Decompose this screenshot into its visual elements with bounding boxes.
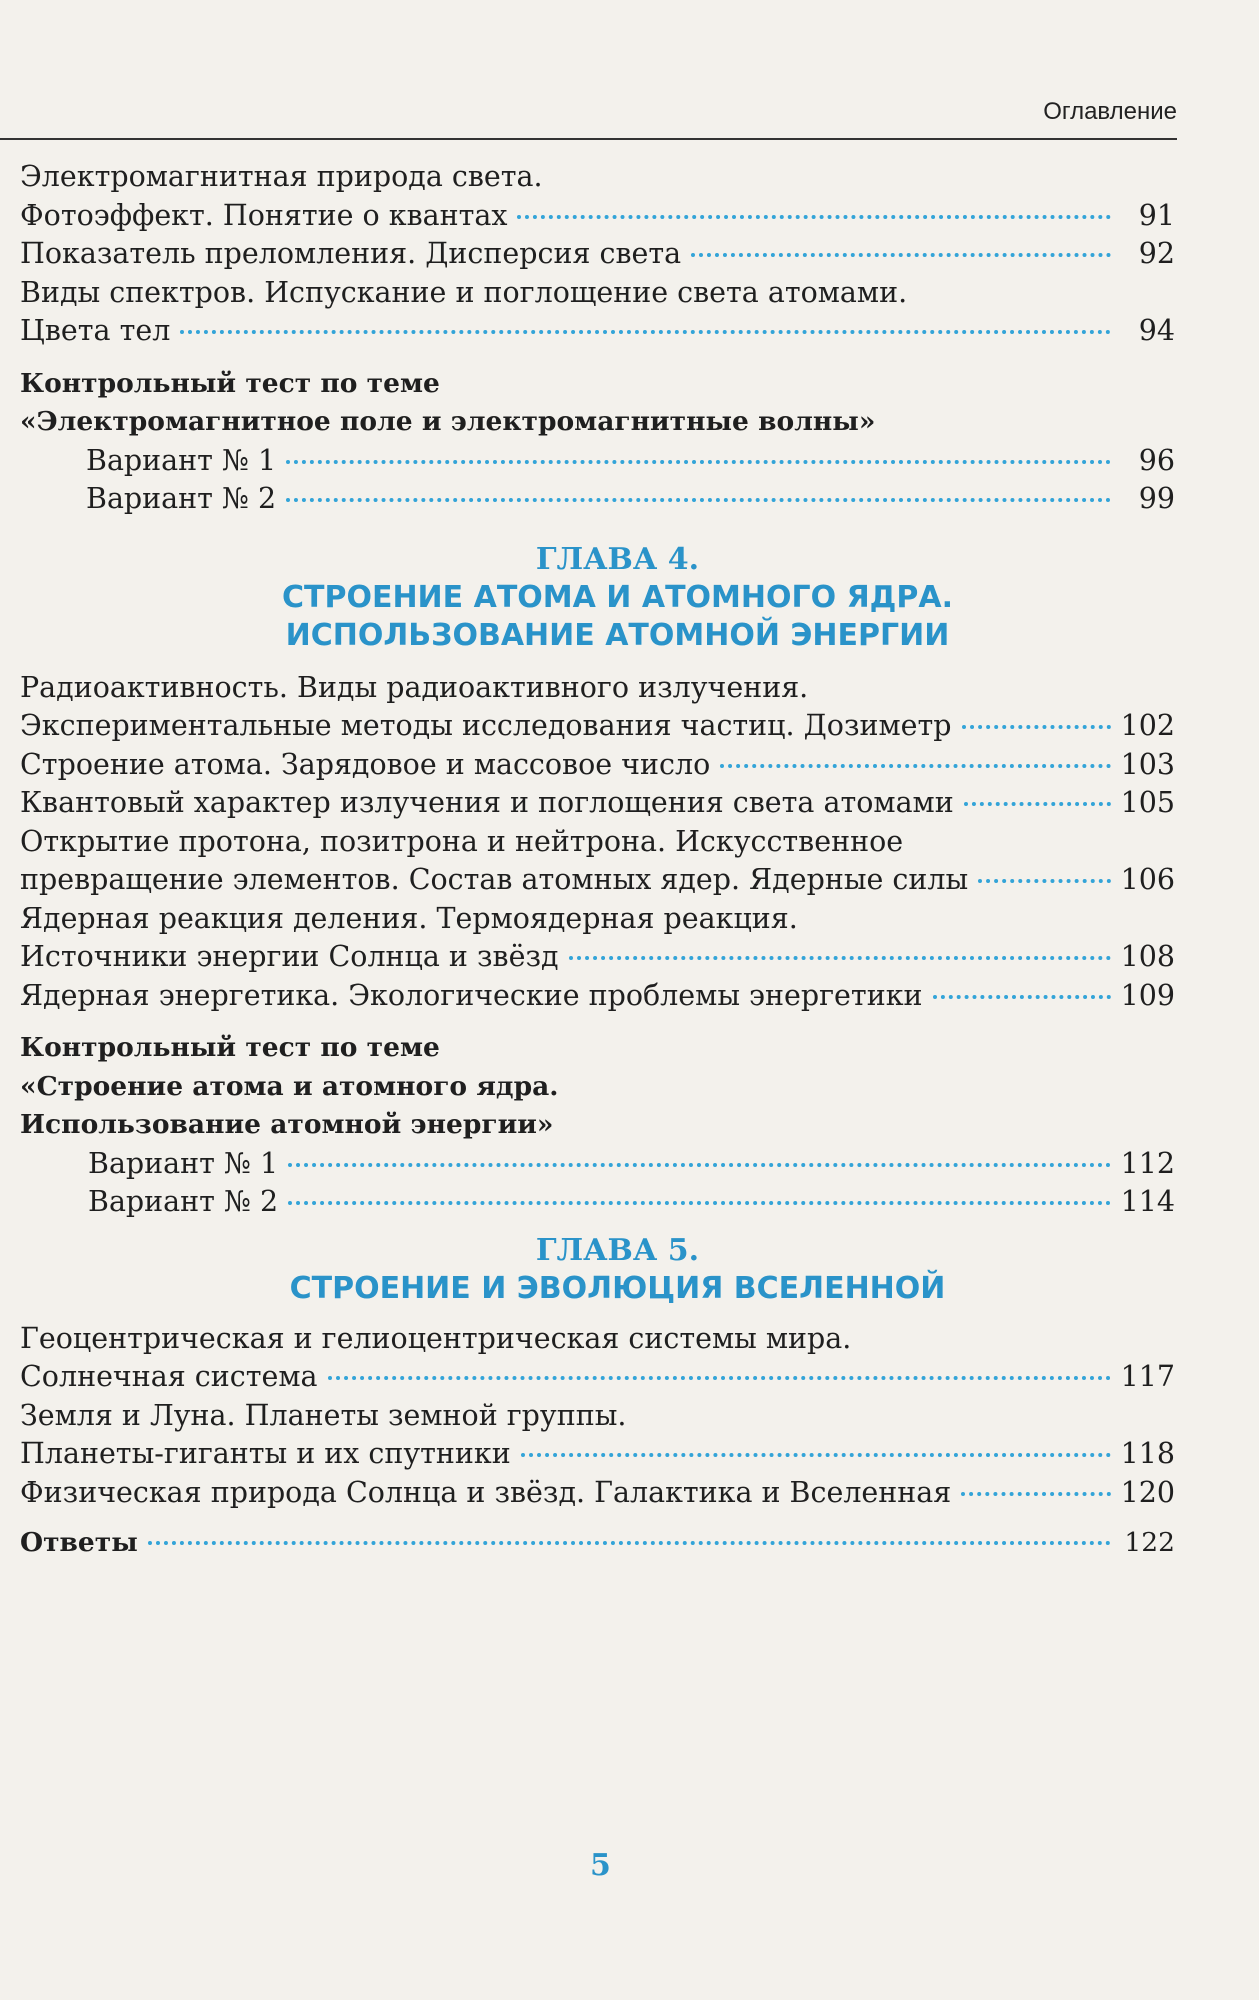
toc-entry[interactable]: Экспериментальные методы исследования частиц. Дозиметр 102 <box>20 707 1175 746</box>
leader-dots <box>962 724 1111 729</box>
toc-entry[interactable]: Электромагнитная природа света. <box>20 160 543 193</box>
toc-entry[interactable]: Солнечная система 117 <box>20 1358 1175 1397</box>
page-ref: 96 <box>1138 443 1175 477</box>
toc-entry[interactable]: Планеты-гиганты и их спутники 118 <box>20 1435 1175 1474</box>
leader-dots <box>933 994 1111 999</box>
chapter-heading <box>60 1232 1175 1308</box>
toc-entry[interactable]: Радиоактивность. Виды радиоактивного излучения. <box>20 670 809 704</box>
page-ref: 106 <box>1120 863 1175 896</box>
page-ref: 120 <box>1120 1475 1175 1509</box>
leader-dots <box>286 459 1111 464</box>
page-ref: 112 <box>1120 1146 1175 1180</box>
toc-entry-variant[interactable]: Вариант № 2 99 <box>20 480 1175 519</box>
toc-entry[interactable]: Физическая природа Солнца и звёзд. Галактика и Вселенная 120 <box>20 1474 1175 1513</box>
running-header: Оглавление <box>1043 98 1177 125</box>
page-ref: 94 <box>1138 314 1175 347</box>
chapter-label: ГЛАВА 4. <box>535 541 700 577</box>
leader-dots <box>569 955 1111 960</box>
page-ref: 108 <box>1120 940 1175 973</box>
chapter-heading <box>60 541 1175 655</box>
page-ref: 103 <box>1120 747 1175 781</box>
test-heading: «Строение атома и атомного ядра. <box>20 1070 559 1102</box>
page-ref: 109 <box>1120 978 1175 1012</box>
page-ref: 92 <box>1138 237 1175 270</box>
leader-dots <box>517 214 1111 219</box>
chapter-title: ИСПОЛЬЗОВАНИЕ АТОМНОЙ ЭНЕРГИИ <box>285 617 950 653</box>
leader-dots <box>148 1540 1111 1545</box>
toc-entry[interactable]: Цвета тел 94 <box>20 312 1175 351</box>
page-ref: 99 <box>1138 482 1175 515</box>
test-heading: Контрольный тест по теме <box>20 1032 440 1063</box>
toc-entry[interactable]: Квантовый характер излучения и поглощения света атомами 105 <box>20 784 1175 823</box>
table-of-contents <box>20 158 1175 1563</box>
toc-entry[interactable]: Источники энергии Солнца и звёзд 108 <box>20 938 1175 977</box>
test-heading: «Электромагнитное поле и электромагнитные волны» <box>20 406 876 437</box>
page-ref: 117 <box>1120 1360 1175 1393</box>
toc-entry[interactable]: Открытие протона, позитрона и нейтрона. Искусственное <box>20 824 904 858</box>
leader-dots <box>978 878 1110 883</box>
page-number: 5 <box>590 1848 611 1883</box>
leader-dots <box>691 252 1111 257</box>
page-ref: 91 <box>1138 198 1175 232</box>
leader-dots <box>720 763 1110 768</box>
page-ref: 118 <box>1120 1437 1175 1470</box>
toc-entry-answers[interactable]: Ответы 122 <box>20 1524 1175 1563</box>
test-heading: Контрольный тест по теме <box>20 367 440 399</box>
leader-dots <box>964 801 1111 806</box>
toc-entry-variant[interactable]: Вариант № 1 112 <box>20 1145 1175 1184</box>
leader-dots <box>180 329 1111 334</box>
leader-dots <box>961 1491 1110 1496</box>
toc-entry[interactable]: Строение атома. Зарядовое и массовое число 103 <box>20 746 1175 785</box>
chapter-title: СТРОЕНИЕ АТОМА И АТОМНОГО ЯДРА. <box>281 579 953 615</box>
test-heading: Использование атомной энергии» <box>20 1109 554 1140</box>
page-ref: 122 <box>1124 1527 1175 1558</box>
leader-dots <box>521 1452 1111 1457</box>
toc-entry[interactable]: Показатель преломления. Дисперсия света 92 <box>20 235 1175 274</box>
page-ref: 102 <box>1120 709 1175 742</box>
chapter-title: СТРОЕНИЕ И ЭВОЛЮЦИЯ ВСЕЛЕННОЙ <box>289 1270 946 1306</box>
toc-entry[interactable]: Виды спектров. Испускание и поглощение света атомами. <box>20 275 908 309</box>
leader-dots <box>286 497 1111 502</box>
toc-entry[interactable]: Земля и Луна. Планеты земной группы. <box>20 1398 627 1432</box>
toc-entry-variant[interactable]: Вариант № 1 96 <box>20 442 1175 481</box>
leader-dots <box>288 1162 1110 1167</box>
leader-dots <box>328 1375 1111 1380</box>
page-ref: 114 <box>1120 1185 1175 1218</box>
toc-entry[interactable]: Ядерная энергетика. Экологические проблемы энергетики 109 <box>20 977 1175 1016</box>
chapter-label: ГЛАВА 5. <box>535 1232 700 1268</box>
toc-entry[interactable]: превращение элементов. Состав атомных ядер. Ядерные силы 106 <box>20 861 1175 900</box>
toc-entry[interactable]: Фотоэффект. Понятие о квантах 91 <box>20 197 1175 236</box>
page-ref: 105 <box>1120 786 1175 819</box>
header-rule <box>0 138 1177 140</box>
toc-entry[interactable]: Геоцентрическая и гелиоцентрическая системы мира. <box>20 1321 852 1355</box>
toc-entry-variant[interactable]: Вариант № 2 114 <box>20 1183 1175 1222</box>
toc-entry[interactable]: Ядерная реакция деления. Термоядерная реакция. <box>20 901 798 935</box>
leader-dots <box>288 1200 1110 1205</box>
